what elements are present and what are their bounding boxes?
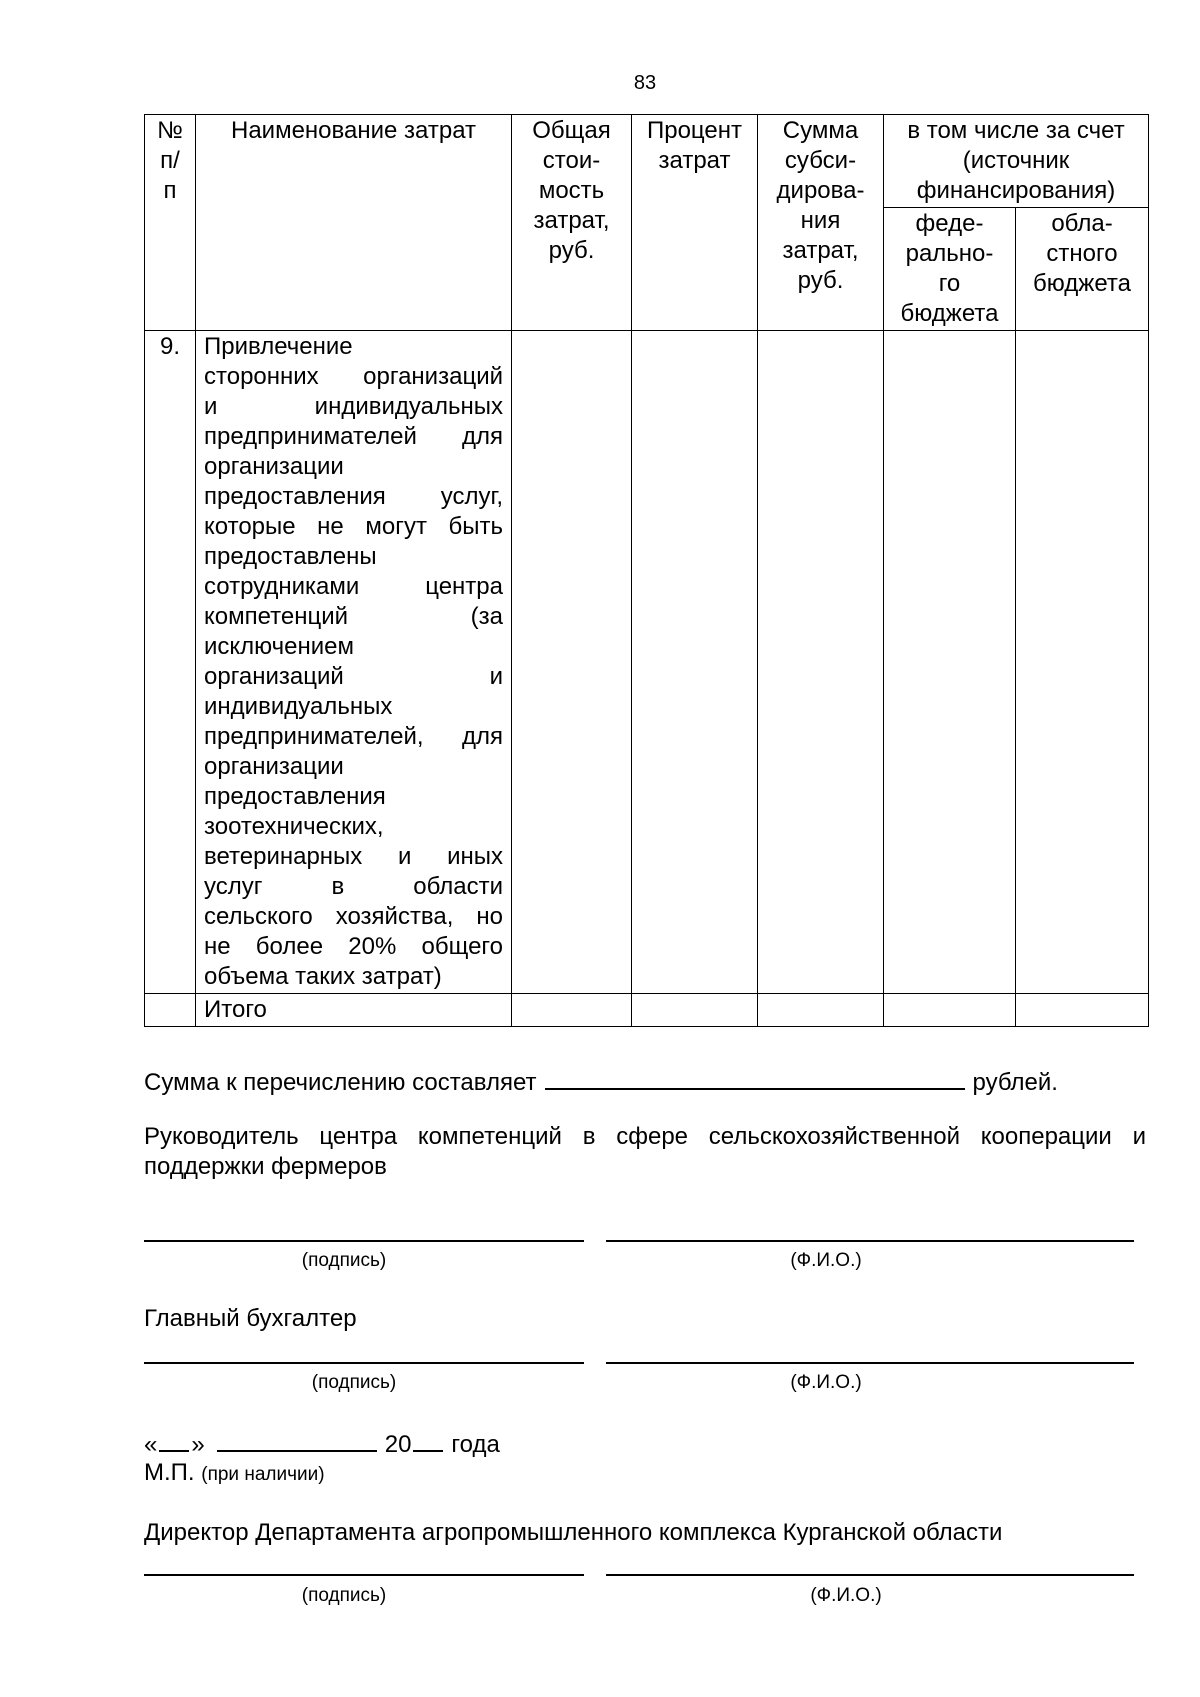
header-total-cost: Общая стои- мость затрат, руб.: [512, 115, 632, 331]
total-label: Итого: [196, 994, 512, 1027]
page-number: 83: [633, 72, 657, 94]
total-percent-cell: [632, 994, 758, 1027]
header-num: № п/ п: [145, 115, 196, 331]
date-month-blank[interactable]: [217, 1424, 377, 1452]
header-percent: Процент затрат: [632, 115, 758, 331]
head-fio-caption: (Ф.И.О.): [790, 1250, 862, 1271]
row-percent-cell: [632, 331, 758, 994]
head-signature-line[interactable]: [144, 1240, 584, 1242]
total-row: [145, 994, 1149, 1027]
director-fio-line[interactable]: [606, 1574, 1134, 1576]
total-regional-cell: [1016, 994, 1149, 1027]
header-regional: обла- стного бюджета: [1016, 208, 1149, 331]
total-num-cell: [145, 994, 196, 1027]
accountant-title: Главный бухгалтер: [144, 1305, 357, 1332]
date-day-blank[interactable]: [159, 1424, 189, 1452]
director-sign-caption: (подпись): [301, 1585, 387, 1606]
header-federal: феде- рально- го бюджета: [884, 208, 1016, 331]
stamp-line: М.П. (при наличии): [144, 1459, 325, 1486]
row-federal-cell: [884, 331, 1016, 994]
row-regional-cell: [1016, 331, 1149, 994]
row-number: 9.: [145, 331, 196, 994]
table-row: [145, 331, 1149, 994]
accountant-signature-line[interactable]: [144, 1362, 584, 1364]
row-name: Привлечение сторонних организаций и индивидуальных предпринимателей для организации предоставления услуг, которые не могут быть предоставлены сотрудниками центра компетенций (за исключением организаций и индивидуальных предпринимателей, для организации предоставления зоотехнических, ветеринарных и иных услуг в области сельского хозяйства, но не более 20% общего объема таких затрат): [196, 331, 512, 994]
total-subsidy-cell: [758, 994, 884, 1027]
sum-suffix: рублей.: [972, 1069, 1058, 1096]
total-federal-cell: [884, 994, 1016, 1027]
sum-blank[interactable]: [545, 1062, 965, 1090]
header-subsidy-sum: Сумма субси- дирова- ния затрат, руб.: [758, 115, 884, 331]
head-title: Руководитель центра компетенций в сфере сельскохозяйственной кооперации и поддержки фермеров: [144, 1123, 1146, 1180]
header-source-group: в том числе за счет (источник финансирования): [884, 115, 1149, 208]
head-sign-caption: (подпись): [301, 1250, 387, 1271]
row-subsidy-cell: [758, 331, 884, 994]
accountant-fio-line[interactable]: [606, 1362, 1134, 1364]
date-line: « » 20 года: [144, 1424, 500, 1460]
accountant-sign-caption: (подпись): [311, 1372, 397, 1393]
total-cost-cell: [512, 994, 632, 1027]
costs-table: [144, 114, 1149, 1027]
sum-line: [144, 1062, 1154, 1098]
director-fio-caption: (Ф.И.О.): [810, 1585, 882, 1606]
date-year-blank[interactable]: [413, 1424, 443, 1452]
accountant-fio-caption: (Ф.И.О.): [790, 1372, 862, 1393]
header-name: Наименование затрат: [196, 115, 512, 331]
sum-prefix: Сумма к перечислению составляет: [144, 1069, 537, 1096]
head-fio-line[interactable]: [606, 1240, 1134, 1242]
director-title: Директор Департамента агропромышленного комплекса Курганской области: [144, 1519, 1003, 1546]
director-signature-line[interactable]: [144, 1574, 584, 1576]
row-total-cost-cell: [512, 331, 632, 994]
